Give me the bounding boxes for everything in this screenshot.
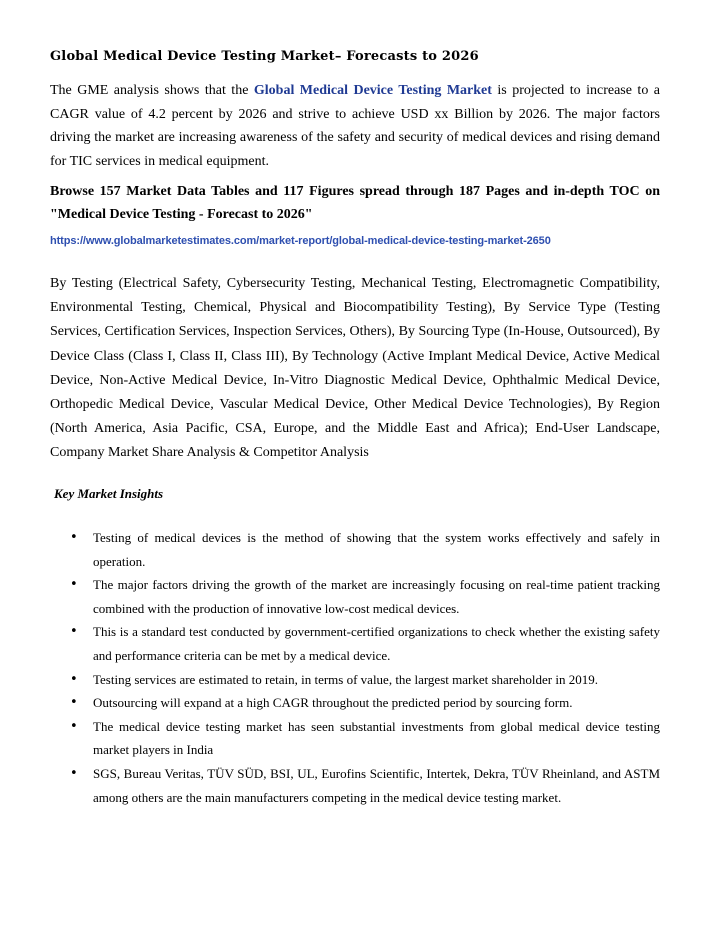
intro-paragraph	[50, 79, 660, 173]
list-item	[50, 715, 660, 762]
segmentation-paragraph: By Testing (Electrical Safety, Cybersecurity Testing, Mechanical Testing, Electromagnetic Compatibility, Environmental Testing, Chemical, Physical and Biocompatibility Testing), By Service Type (Testing Services, Certification Services, Inspection Services, Others), By Sourcing Type (In-House, Outsourced), By Device Class (Class I, Class II, Class III), By Technology (Active Implant Medical Device, Active Medical Device, Non-Active Medical Device, In-Vitro Diagnostic Medical Device, Ophthalmic Medical Device, Orthopedic Medical Device, Vascular Medical Device, Other Medical Device Technologies), By Region (North America, Asia Pacific, CSA, Europe, and the Middle East and Africa); End-User Landscape, Company Market Share Analysis & Competitor Analysis	[50, 276, 660, 461]
bullet-icon: •	[70, 624, 78, 640]
list-item	[50, 620, 660, 667]
list-item	[50, 691, 660, 715]
list-item	[50, 573, 660, 620]
browse-statement: Browse 157 Market Data Tables and 117 Figures spread through 187 Pages and in-depth TOC on "Medical Device Testing - Forecast to 2026"	[50, 184, 660, 222]
insights-list	[50, 526, 660, 809]
report-url-link[interactable]: https://www.globalmarketestimates.com/market-report/global-medical-device-testing-market-2650	[50, 235, 551, 247]
key-market-insights-heading: Key Market Insights	[54, 486, 164, 501]
list-item-text: Testing services are estimated to retain, in terms of value, the largest market shareholder in 2019.	[93, 671, 598, 687]
list-item-text: Testing of medical devices is the method of showing that the system works effectively and safely in operation.	[93, 530, 660, 569]
bullet-icon: •	[70, 577, 78, 593]
market-name-highlight: Global Medical Device Testing Market	[253, 83, 492, 98]
page-title: Global Medical Device Testing Market– Forecasts to 2026	[50, 49, 479, 64]
bullet-icon: •	[70, 671, 78, 687]
list-item-text: The major factors driving the growth of the market are increasingly focusing on real-time patient tracking combined with the production of innovative low-cost medical devices.	[93, 577, 660, 616]
intro-text-after: is projected to increase to a CAGR value of 4.2 percent by 2026 and strive to achieve USD xx Billion by 2026. The major factors driving the market are increasing awareness of the safety and security of medical devices and rising demand for TIC services in medical equipment.	[50, 83, 660, 169]
bullet-icon: •	[70, 695, 78, 711]
list-item-text: The medical device testing market has seen substantial investments from global medical device testing market players in India	[93, 718, 660, 758]
list-item	[50, 668, 660, 692]
list-item-text: This is a standard test conducted by government-certified organizations to check whether the existing safety and performance criteria can be met by a medical device.	[93, 624, 660, 663]
list-item-text: Outsourcing will expand at a high CAGR throughout the predicted period by sourcing form.	[93, 695, 573, 711]
list-item	[50, 526, 660, 573]
list-item	[50, 762, 660, 809]
bullet-icon: •	[70, 718, 78, 734]
bullet-icon: •	[70, 765, 78, 781]
bullet-icon: •	[70, 530, 78, 545]
list-item-text: SGS, Bureau Veritas, TÜV SÜD, BSI, UL, Eurofins Scientific, Intertek, Dekra, TÜV Rheinland, and ASTM among others are the main manufacturers competing in the medical device testing market.	[93, 765, 660, 805]
intro-text-before: The GME analysis shows that the	[50, 83, 254, 98]
